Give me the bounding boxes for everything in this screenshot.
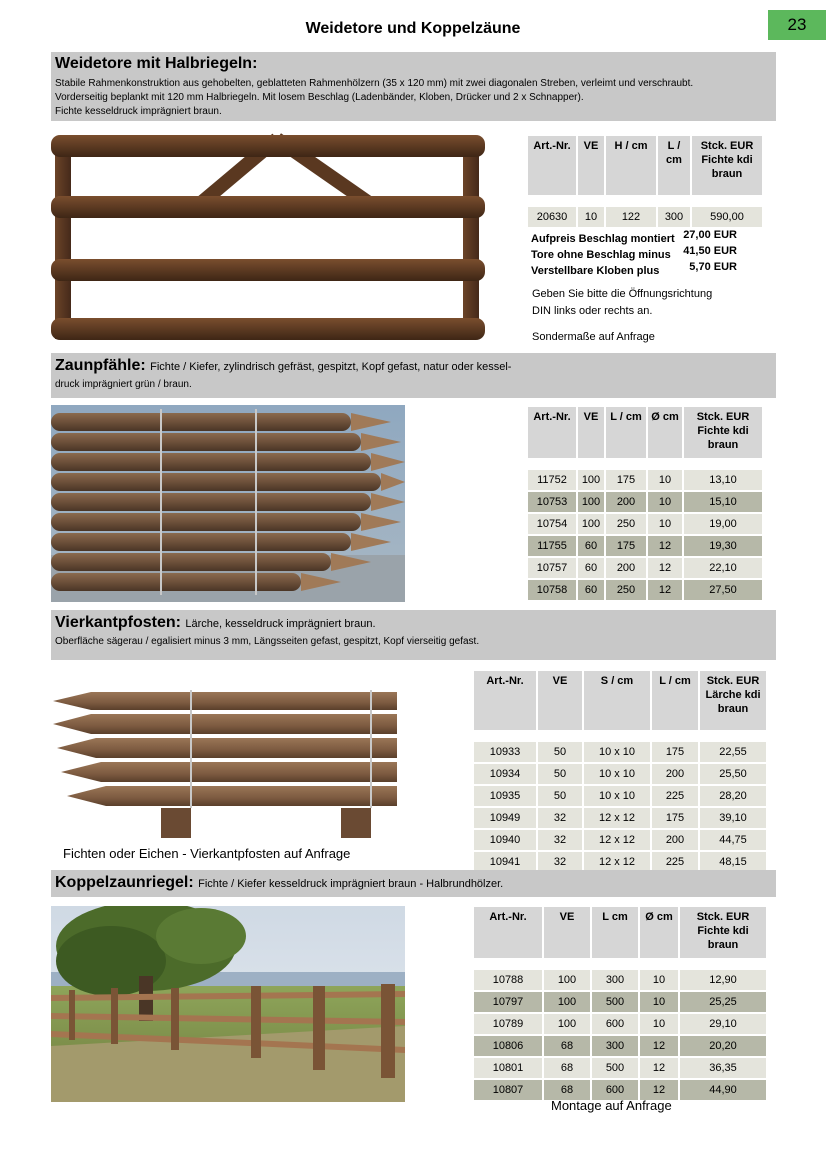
table-cell: 44,75 <box>700 830 766 850</box>
table-cell: 10 <box>648 492 682 512</box>
table-cell: 50 <box>538 764 582 784</box>
table-row <box>528 536 762 556</box>
table-header-row <box>528 136 762 195</box>
section-vierkant-header <box>51 610 776 660</box>
col-header: Stck. EUR Fichte kdi braun <box>684 407 762 458</box>
col-header: Art.-Nr. <box>528 136 576 195</box>
weidetore-price-table <box>526 134 764 229</box>
col-header: L / cm <box>652 671 698 730</box>
table-cell: 200 <box>652 764 698 784</box>
table-cell: 500 <box>592 992 638 1012</box>
table-cell: 68 <box>544 1080 590 1100</box>
table-cell: 100 <box>578 470 604 490</box>
table-cell: 10753 <box>528 492 576 512</box>
table-cell: 500 <box>592 1058 638 1078</box>
extra-label: Tore ohne Beschlag minus <box>531 249 671 261</box>
table-cell: 10 <box>648 514 682 534</box>
section-description-line: Stabile Rahmenkonstruktion aus gehobelten, geblatteten Rahmenhölzern (35 x 120 mm) mit zwei diagonalen Streben, verleimt und verschraubt. <box>55 78 694 89</box>
table-cell: 10 x 10 <box>584 786 650 806</box>
section-subtitle: Fichte / Kiefer, zylindrisch gefräst, gespitzt, Kopf gefast, natur oder kessel- <box>150 361 512 373</box>
square-posts-image <box>51 684 399 842</box>
table-cell: 19,30 <box>684 536 762 556</box>
table-cell: 122 <box>606 207 656 227</box>
table-cell: 12,90 <box>680 970 766 990</box>
table-cell: 44,90 <box>680 1080 766 1100</box>
table-cell: 175 <box>652 808 698 828</box>
section-title: Zaunpfähle: <box>55 357 146 374</box>
table-cell: 10 <box>640 970 678 990</box>
table-cell: 10941 <box>474 852 536 872</box>
col-header: VE <box>578 136 604 195</box>
table-cell: 10 x 10 <box>584 764 650 784</box>
table-cell: 10 x 10 <box>584 742 650 762</box>
table-cell: 36,35 <box>680 1058 766 1078</box>
extra-line <box>531 229 741 245</box>
table-cell: 200 <box>652 830 698 850</box>
table-row <box>474 970 766 990</box>
table-cell: 28,20 <box>700 786 766 806</box>
koppel-price-table <box>472 905 768 1102</box>
table-cell: 22,10 <box>684 558 762 578</box>
col-header: L / cm <box>606 407 646 458</box>
fence-landscape-image <box>51 906 405 1102</box>
table-row <box>528 514 762 534</box>
table-cell: 600 <box>592 1014 638 1034</box>
table-row <box>474 1014 766 1034</box>
table-cell: 100 <box>544 1014 590 1034</box>
extra-value: 27,00 EUR <box>683 229 737 241</box>
extra-line <box>531 245 741 261</box>
extra-line <box>531 261 741 277</box>
table-cell: 27,50 <box>684 580 762 600</box>
table-cell: 32 <box>538 830 582 850</box>
table-cell: 15,10 <box>684 492 762 512</box>
col-header: Art.-Nr. <box>474 907 542 958</box>
section-title: Weidetore mit Halbriegeln: <box>55 55 258 72</box>
table-row <box>528 580 762 600</box>
table-cell: 10754 <box>528 514 576 534</box>
table-cell: 175 <box>606 536 646 556</box>
table-cell: 60 <box>578 558 604 578</box>
table-cell: 10807 <box>474 1080 542 1100</box>
table-row <box>474 830 766 850</box>
table-row <box>528 207 762 227</box>
table-cell: 25,25 <box>680 992 766 1012</box>
table-cell: 50 <box>538 742 582 762</box>
table-cell: 250 <box>606 514 646 534</box>
table-cell: 20630 <box>528 207 576 227</box>
section-subtitle: Fichte / Kiefer kesseldruck imprägniert braun - Halbrundhölzer. <box>198 878 504 890</box>
table-cell: 225 <box>652 786 698 806</box>
table-cell: 200 <box>606 558 646 578</box>
table-cell: 225 <box>652 852 698 872</box>
col-header: L / cm <box>658 136 690 195</box>
table-cell: 13,10 <box>684 470 762 490</box>
table-cell: 200 <box>606 492 646 512</box>
section-description-line: Fichte kesseldruck imprägniert braun. <box>55 106 222 117</box>
table-cell: 11752 <box>528 470 576 490</box>
table-cell: 590,00 <box>692 207 762 227</box>
table-header-row <box>474 671 766 730</box>
table-header-row <box>528 407 762 458</box>
table-cell: 10797 <box>474 992 542 1012</box>
table-cell: 12 <box>648 580 682 600</box>
table-cell: 39,10 <box>700 808 766 828</box>
table-cell: 10757 <box>528 558 576 578</box>
page-number-badge: 23 <box>768 10 826 40</box>
table-row <box>474 992 766 1012</box>
extra-label: Aufpreis Beschlag montiert <box>531 233 675 245</box>
table-cell: 10934 <box>474 764 536 784</box>
table-row <box>474 808 766 828</box>
col-header: S / cm <box>584 671 650 730</box>
table-cell: 250 <box>606 580 646 600</box>
table-cell: 175 <box>606 470 646 490</box>
table-cell: 300 <box>592 1036 638 1056</box>
vierkant-caption: Fichten oder Eichen - Vierkantpfosten auf Anfrage <box>63 846 351 861</box>
table-cell: 12 <box>640 1080 678 1100</box>
section-heading-line <box>55 874 503 892</box>
table-row <box>474 1080 766 1100</box>
page-title: Weidetore und Koppelzäune <box>305 20 521 37</box>
table-row <box>474 852 766 872</box>
table-cell: 10933 <box>474 742 536 762</box>
table-cell: 10 <box>640 992 678 1012</box>
table-cell: 10 <box>578 207 604 227</box>
table-cell: 10788 <box>474 970 542 990</box>
col-header: Ø cm <box>640 907 678 958</box>
section-koppel-header <box>51 870 776 897</box>
section-subtitle: Lärche, kesseldruck imprägniert braun. <box>185 618 376 630</box>
table-cell: 10949 <box>474 808 536 828</box>
col-header: VE <box>538 671 582 730</box>
zaunpfaehle-price-table <box>526 405 764 602</box>
table-row <box>528 470 762 490</box>
table-row <box>474 1036 766 1056</box>
table-cell: 175 <box>652 742 698 762</box>
table-cell: 25,50 <box>700 764 766 784</box>
col-header: Art.-Nr. <box>528 407 576 458</box>
table-row <box>528 558 762 578</box>
col-header: VE <box>578 407 604 458</box>
table-cell: 19,00 <box>684 514 762 534</box>
section-title: Vierkantpfosten: <box>55 614 181 631</box>
col-header: VE <box>544 907 590 958</box>
table-header-row <box>474 907 766 958</box>
col-header: Stck. EUR Fichte kdi braun <box>692 136 762 195</box>
table-cell: 32 <box>538 808 582 828</box>
section-description-line: Oberfläche sägerau / egalisiert minus 3 mm, Längsseiten gefast, gespitzt, Kopf vierseitig gefast. <box>55 636 480 647</box>
table-cell: 12 <box>640 1058 678 1078</box>
section-title: Koppelzaunriegel: <box>55 874 194 891</box>
table-cell: 10806 <box>474 1036 542 1056</box>
table-cell: 10758 <box>528 580 576 600</box>
section-description-line: Vorderseitig beplankt mit 120 mm Halbriegeln. Mit losem Beschlag (Ladenbänder, Kloben, Drücker und 2 x Schnapper). <box>55 92 584 103</box>
table-cell: 100 <box>544 992 590 1012</box>
table-cell: 10935 <box>474 786 536 806</box>
table-row <box>474 786 766 806</box>
table-row <box>528 492 762 512</box>
table-cell: 10789 <box>474 1014 542 1034</box>
section-description-line: druck imprägniert grün / braun. <box>55 379 192 390</box>
note-line: Geben Sie bitte die Öffnungsrichtung <box>532 288 713 300</box>
round-posts-image <box>51 405 405 602</box>
section-weidetore-header <box>51 52 776 121</box>
table-cell: 68 <box>544 1058 590 1078</box>
table-cell: 10 <box>640 1014 678 1034</box>
section-heading-line <box>55 357 511 375</box>
table-cell: 100 <box>578 492 604 512</box>
table-cell: 20,20 <box>680 1036 766 1056</box>
table-cell: 100 <box>578 514 604 534</box>
extra-value: 5,70 EUR <box>689 261 737 273</box>
gate-image <box>51 133 487 343</box>
col-header: Art.-Nr. <box>474 671 536 730</box>
table-cell: 12 x 12 <box>584 852 650 872</box>
koppel-caption: Montage auf Anfrage <box>551 1098 672 1113</box>
table-cell: 60 <box>578 580 604 600</box>
table-cell: 11755 <box>528 536 576 556</box>
table-cell: 68 <box>544 1036 590 1056</box>
col-header: Ø cm <box>648 407 682 458</box>
price-extras <box>531 229 741 277</box>
table-cell: 32 <box>538 852 582 872</box>
table-cell: 22,55 <box>700 742 766 762</box>
col-header: L cm <box>592 907 638 958</box>
section-zaunpfaehle-header <box>51 353 776 398</box>
vierkant-price-table <box>472 669 768 874</box>
col-header: Stck. EUR Fichte kdi braun <box>680 907 766 958</box>
table-cell: 29,10 <box>680 1014 766 1034</box>
table-cell: 48,15 <box>700 852 766 872</box>
table-cell: 60 <box>578 536 604 556</box>
table-cell: 12 <box>640 1036 678 1056</box>
col-header: Stck. EUR Lärche kdi braun <box>700 671 766 730</box>
table-cell: 100 <box>544 970 590 990</box>
table-cell: 10801 <box>474 1058 542 1078</box>
table-row <box>474 742 766 762</box>
extra-value: 41,50 EUR <box>683 245 737 257</box>
table-cell: 300 <box>592 970 638 990</box>
table-cell: 600 <box>592 1080 638 1100</box>
table-cell: 10940 <box>474 830 536 850</box>
extra-label: Verstellbare Kloben plus <box>531 265 660 277</box>
table-cell: 12 x 12 <box>584 830 650 850</box>
table-cell: 12 x 12 <box>584 808 650 828</box>
table-cell: 10 <box>648 470 682 490</box>
note-line: DIN links oder rechts an. <box>532 305 653 317</box>
table-cell: 300 <box>658 207 690 227</box>
table-cell: 50 <box>538 786 582 806</box>
col-header: H / cm <box>606 136 656 195</box>
table-cell: 12 <box>648 536 682 556</box>
special-note: Sondermaße auf Anfrage <box>532 331 655 343</box>
table-cell: 12 <box>648 558 682 578</box>
table-row <box>474 1058 766 1078</box>
table-row <box>474 764 766 784</box>
section-heading-line <box>55 614 376 632</box>
